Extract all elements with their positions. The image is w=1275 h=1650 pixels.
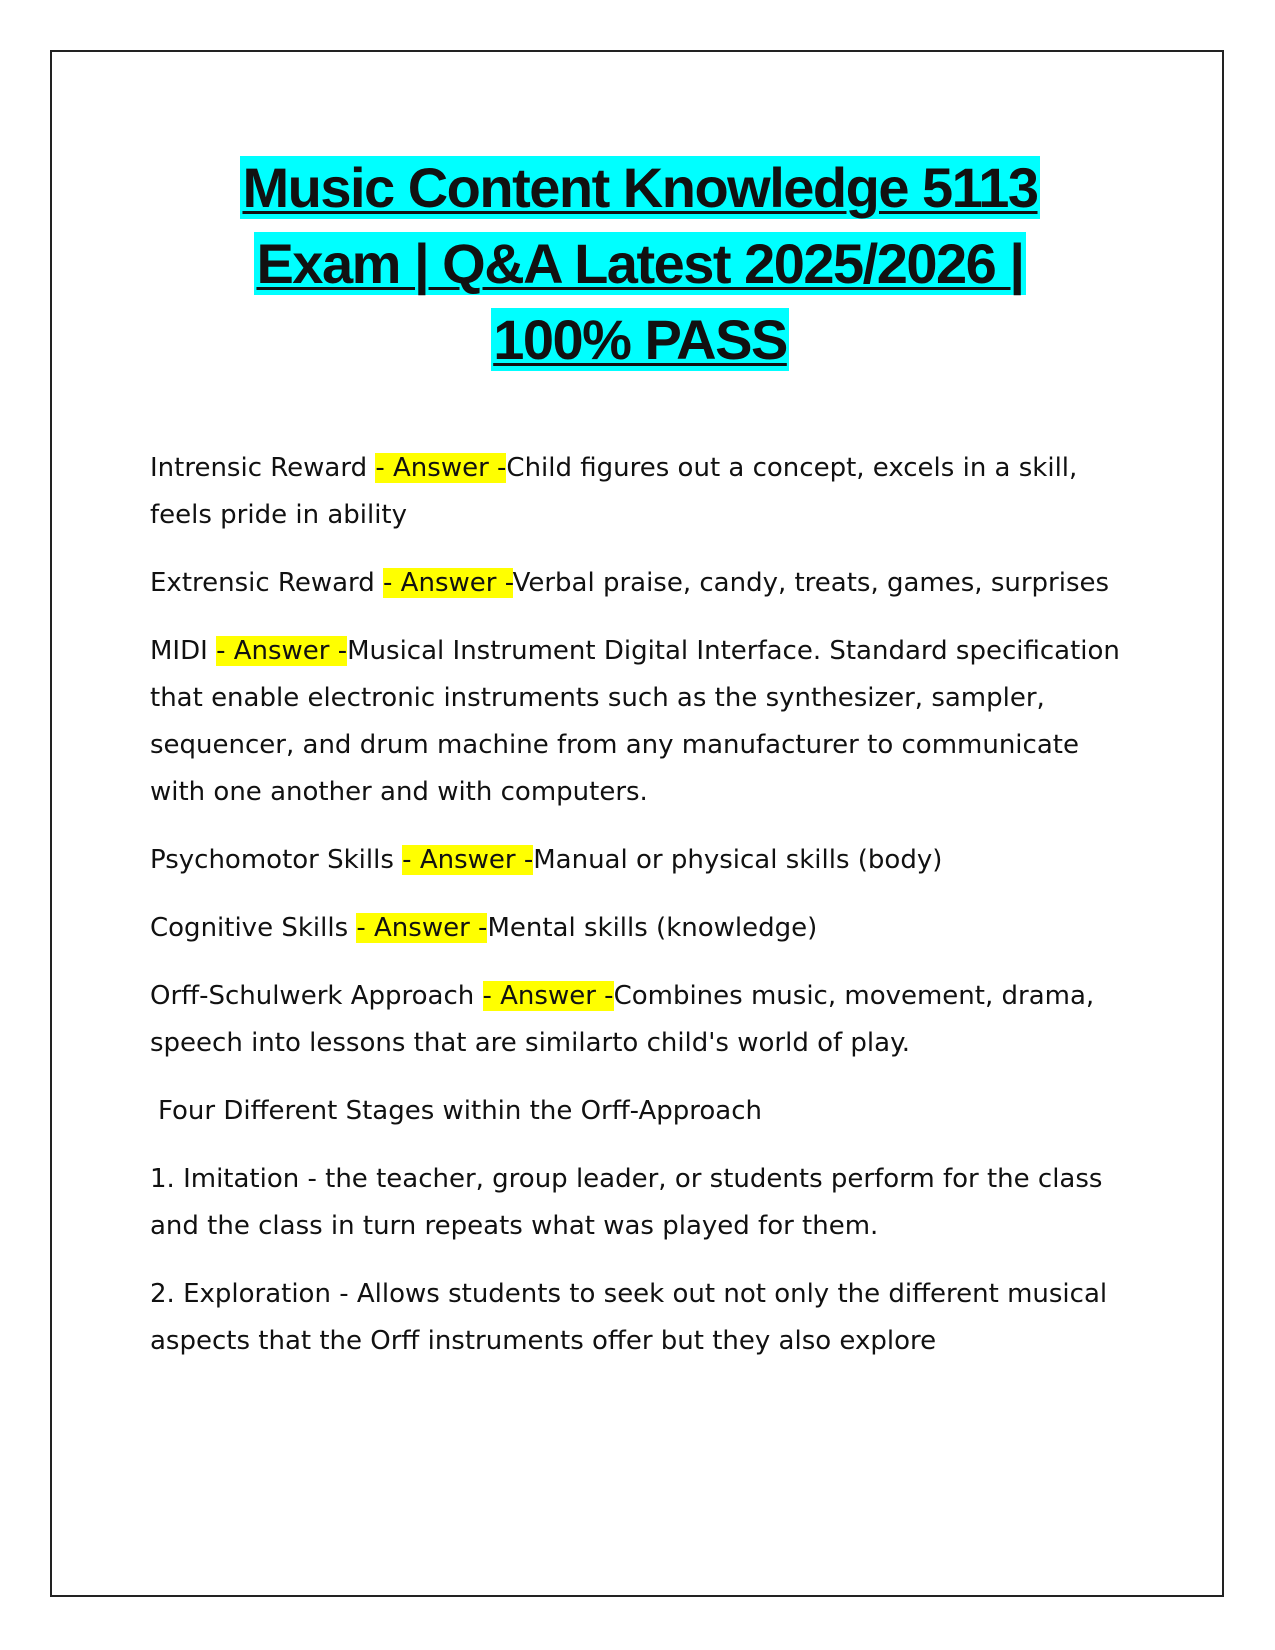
qa-content <box>150 445 1125 1386</box>
definition: Combines music, movement, drama, speech into lessons that are similarto child's world of play. <box>150 981 1095 1058</box>
term: Intrensic Reward <box>150 453 376 483</box>
definition: Musical Instrument Digital Interface. Standard specification that enable electronic instruments such as the synthesizer, sampler, sequencer, and drum machine from any manufacturer to communicate with one another and with computers. <box>150 636 1120 807</box>
stage-item: 1. Imitation - the teacher, group leader, or students perform for the class and the class in turn repeats what was played for them. <box>150 1164 1103 1241</box>
qa-entry <box>150 905 1125 952</box>
definition: Mental skills (knowledge) <box>487 913 818 943</box>
qa-entry <box>150 628 1125 816</box>
definition: Verbal praise, candy, treats, games, surprises <box>512 568 1110 598</box>
term: MIDI <box>150 636 217 666</box>
qa-entry <box>150 837 1125 884</box>
title-line-3: 100% PASS <box>493 308 787 371</box>
title-line-1: Music Content Knowledge 5113 <box>242 156 1038 219</box>
title-line-2: Exam | Q&A Latest 2025/2026 | <box>256 232 1024 295</box>
term: Extrensic Reward <box>150 568 384 598</box>
qa-entry <box>150 973 1125 1067</box>
answer-marker: - Answer - <box>383 568 513 598</box>
document-title <box>140 150 1140 378</box>
stages-heading: Four Different Stages within the Orff-Approach <box>158 1096 762 1126</box>
answer-marker: - Answer - <box>482 981 614 1011</box>
qa-entry <box>150 560 1125 607</box>
term: Cognitive Skills <box>150 913 357 943</box>
term: Orff-Schulwerk Approach <box>150 981 483 1011</box>
term: Psychomotor Skills <box>150 845 403 875</box>
stage-item: 2. Exploration - Allows students to seek out not only the different musical aspects that the Orff instruments offer but they also explore <box>150 1279 1108 1356</box>
answer-marker: - Answer - <box>375 453 507 483</box>
definition: Manual or physical skills (body) <box>533 845 943 875</box>
answer-marker: - Answer - <box>402 845 534 875</box>
answer-marker: - Answer - <box>216 636 348 666</box>
definition: Child figures out a concept, excels in a skill, feels pride in ability <box>150 453 1078 530</box>
answer-marker: - Answer - <box>356 913 488 943</box>
qa-entry <box>150 445 1125 539</box>
